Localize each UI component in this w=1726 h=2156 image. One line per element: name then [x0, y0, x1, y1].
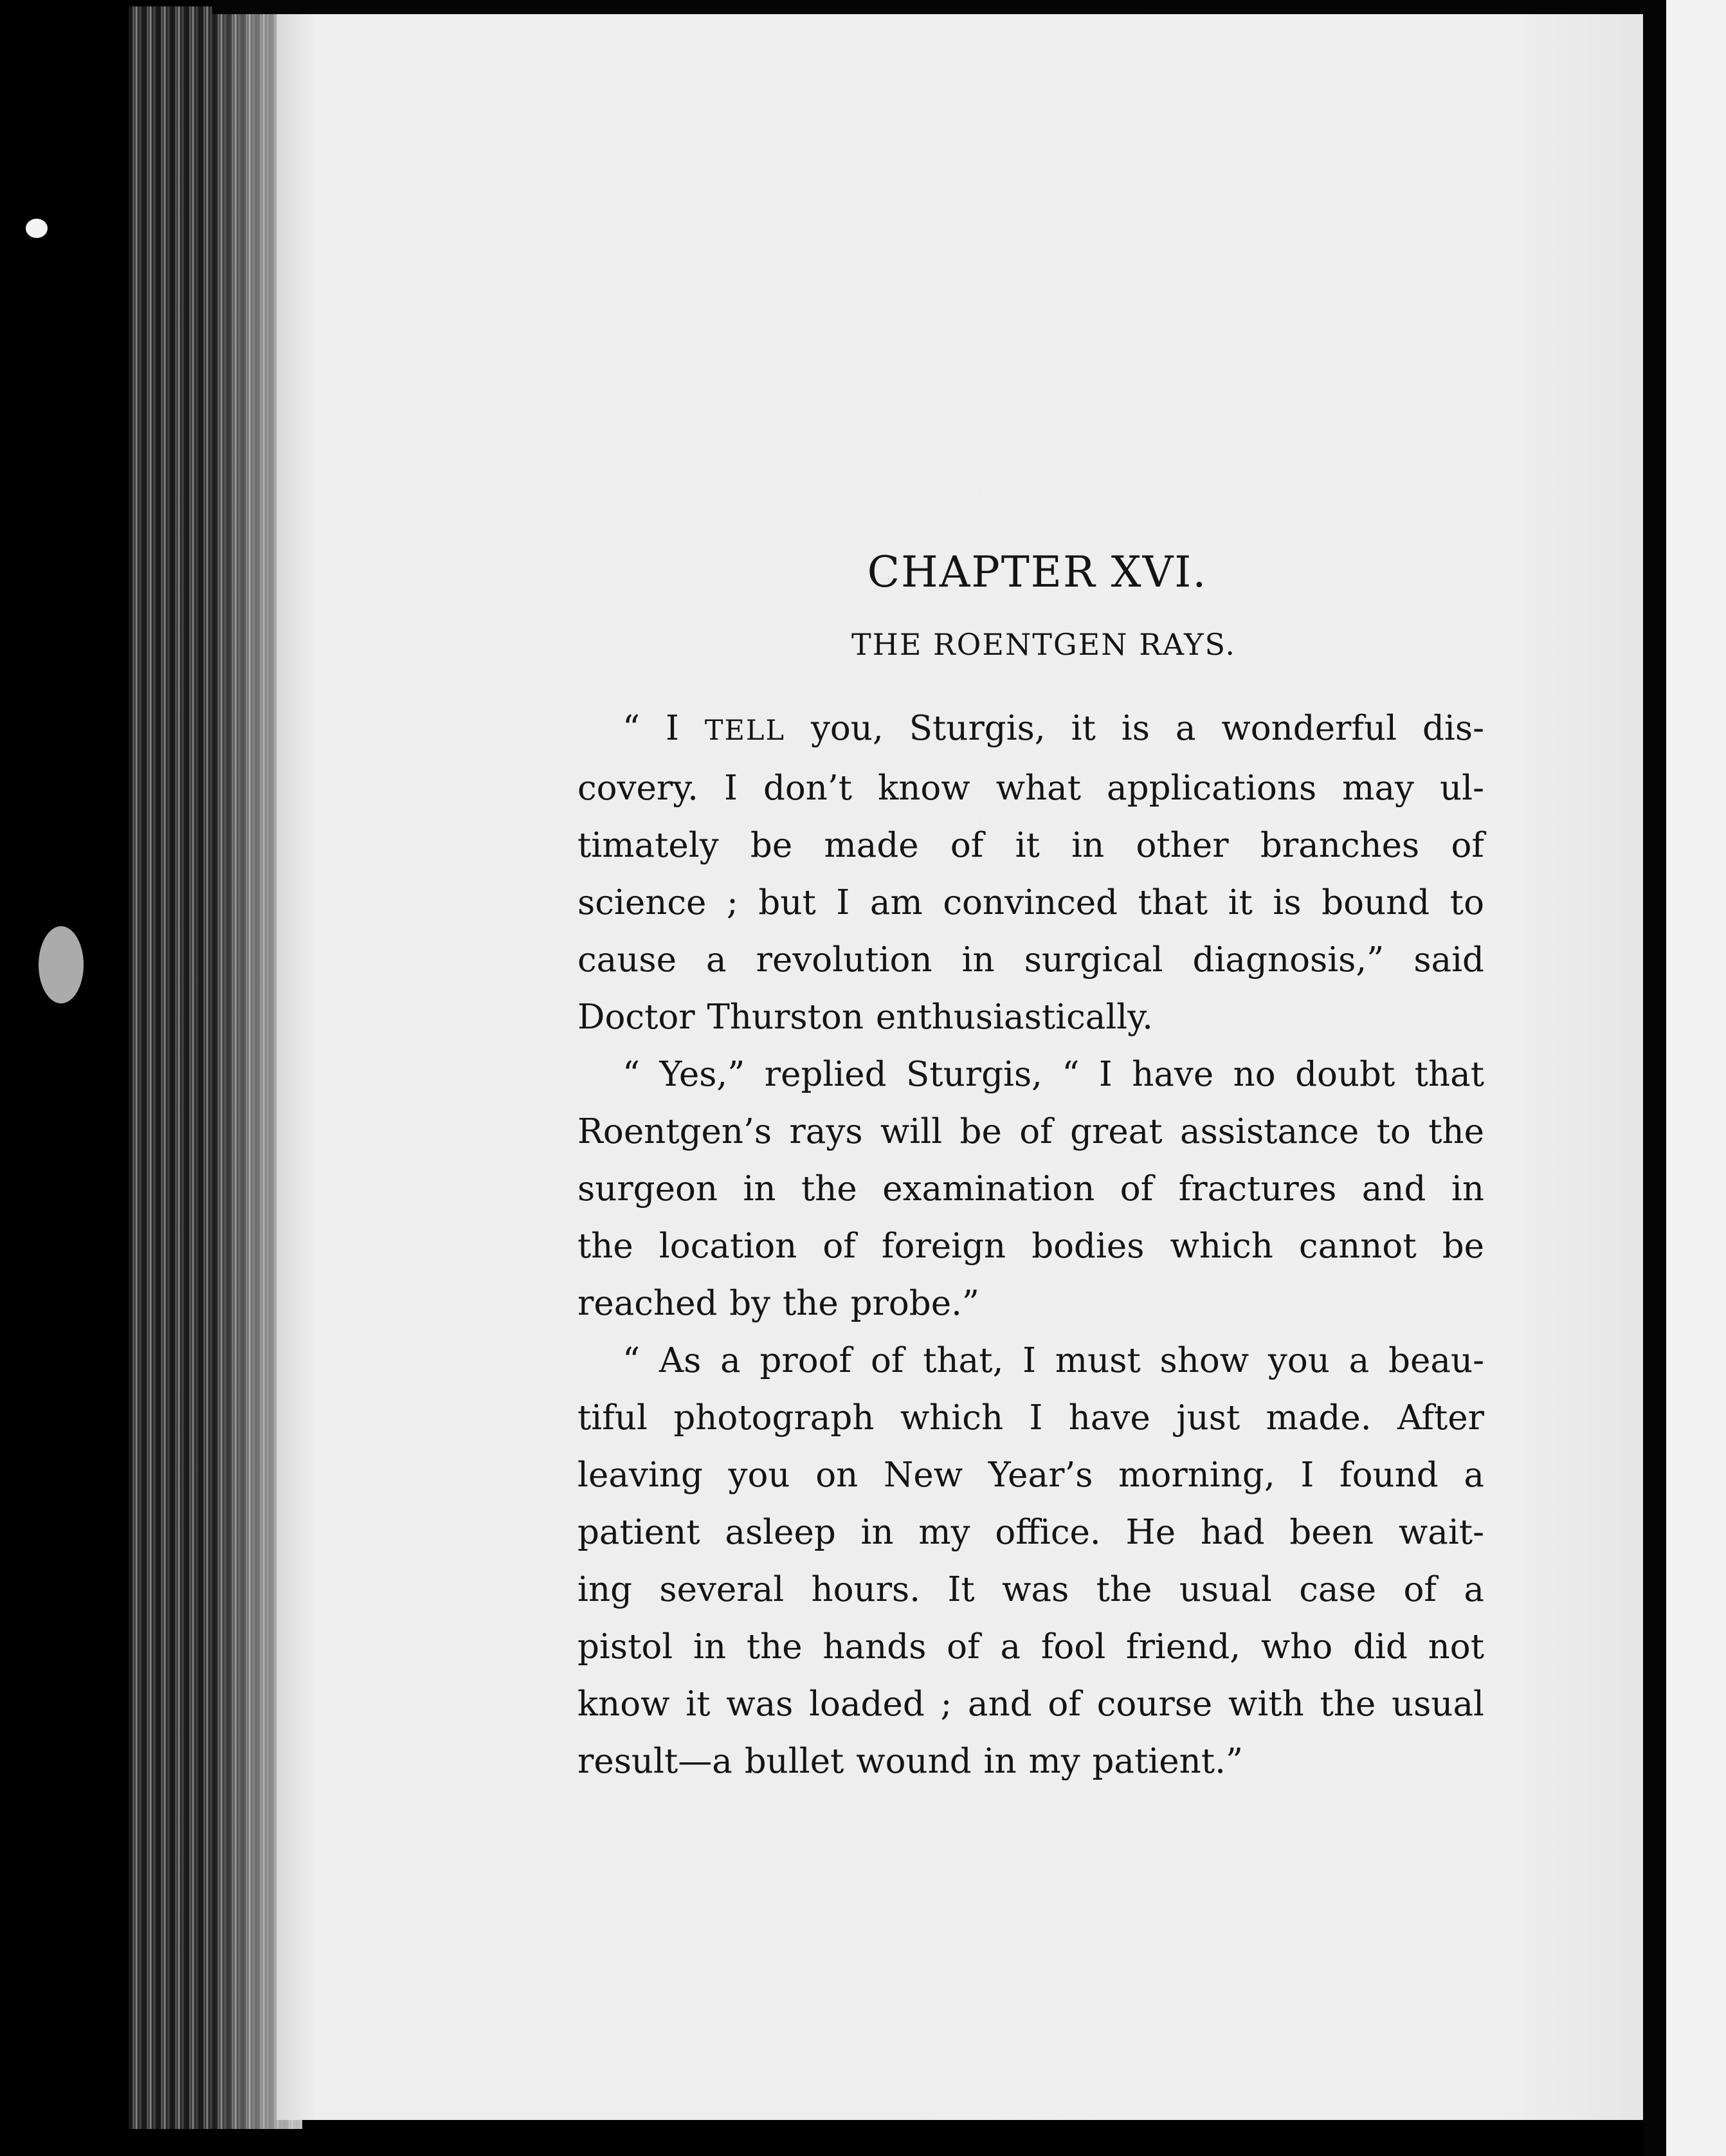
paragraph-line: patient asleep in my office. He had been wait- [577, 1513, 1484, 1552]
paragraph-line: timately be made of it in other branches of [577, 826, 1484, 865]
paragraph-line: result—a bullet wound in my patient.” [577, 1742, 1244, 1781]
paragraph-line: pistol in the hands of a fool friend, who did not [577, 1627, 1484, 1667]
paper-spot [26, 219, 48, 238]
paragraph-line: “ As a proof of that, I must show you a beau- [622, 1341, 1484, 1380]
paper-spot [39, 926, 84, 1003]
paragraph-line: surgeon in the examination of fractures and in [577, 1169, 1484, 1209]
paragraph-line: leaving you on New Year’s morning, I found a [577, 1456, 1484, 1495]
line-text: you, Sturgis, it is a wonderful dis- [785, 709, 1484, 748]
paragraph-line: Roentgen’s rays will be of great assistance to the [577, 1112, 1484, 1151]
chapter-title: CHAPTER XVI. [867, 547, 1208, 597]
paragraph-line: “ Yes,” replied Sturgis, “ I have no doubt that [622, 1055, 1484, 1094]
paragraph-line: the location of foreign bodies which cannot be [577, 1227, 1484, 1266]
paragraph-3 [577, 1332, 1484, 1790]
chapter-subtitle: THE ROENTGEN RAYS. [851, 627, 1236, 662]
opening-word: TELL [704, 715, 786, 747]
scan-top-border [212, 0, 1666, 14]
paragraph-1 [577, 700, 1484, 1046]
page-text-block [577, 547, 1484, 1790]
paragraph-line: science ; but I am convinced that it is bound to [577, 883, 1484, 922]
paragraph-line [577, 700, 1484, 760]
paragraph-line: know it was loaded ; and of course with the usual [577, 1685, 1484, 1724]
paragraph-line: Doctor Thurston enthusiastically. [577, 998, 1154, 1037]
scan-right-border [1643, 0, 1666, 2156]
paragraph-2 [577, 1046, 1484, 1332]
paragraph-line: covery. I don’t know what applications may ul- [577, 769, 1484, 808]
opening-quote: “ I [622, 709, 705, 748]
paragraph-line: ing several hours. It was the usual case of a [577, 1570, 1484, 1609]
paragraph-line: reached by the probe.” [577, 1284, 980, 1323]
adjacent-page-sliver [1666, 0, 1726, 2156]
paragraph-line: tiful photograph which I have just made. After [577, 1398, 1484, 1438]
paragraph-line: cause a revolution in surgical diagnosis,” said [577, 940, 1484, 980]
